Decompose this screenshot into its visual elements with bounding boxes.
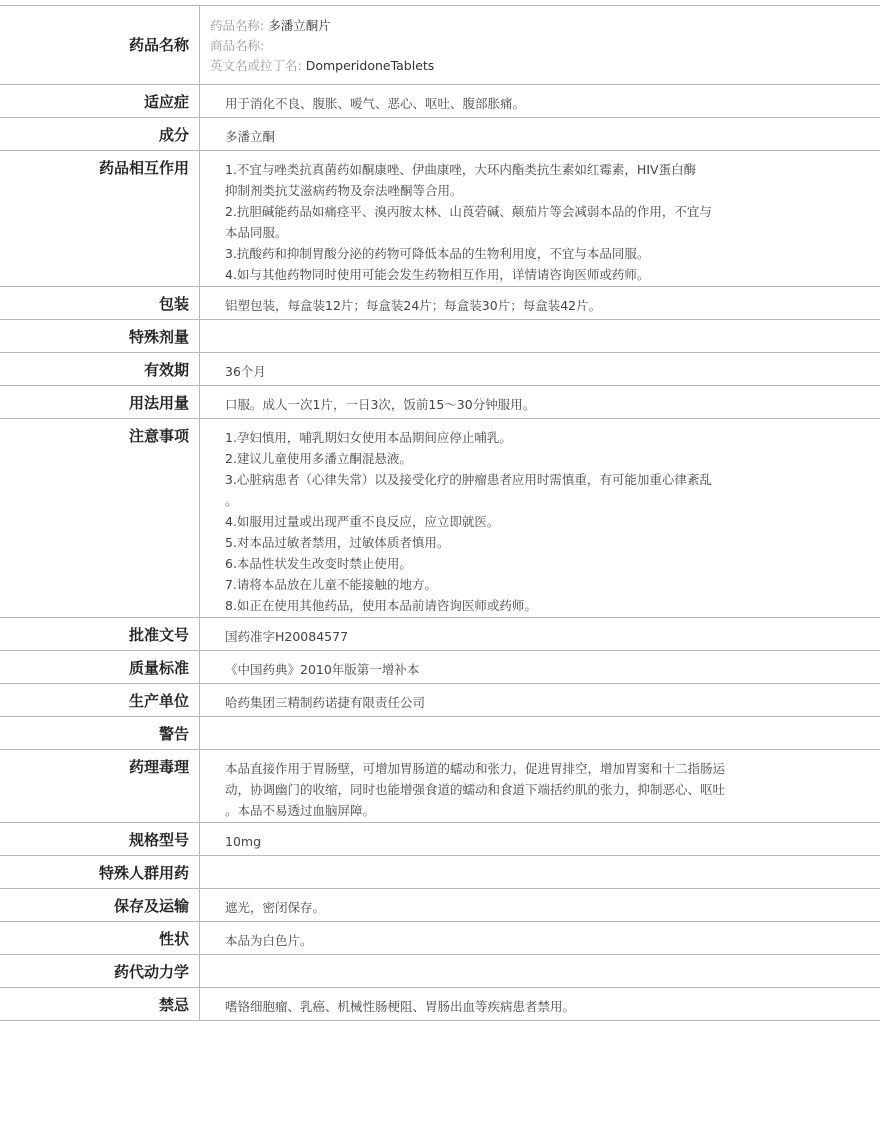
value-line: 2.建议儿童使用多潘立酮混悬液。 [225, 451, 412, 466]
row-value [200, 955, 880, 987]
value-line: 2.抗胆碱能药品如痛痉平、溴丙胺太林、山莨菪碱、颠茄片等会减弱本品的作用，不宜与 [225, 204, 712, 219]
row-label: 药品名称 [0, 6, 200, 84]
generic-name-line [210, 16, 870, 36]
value-line: 本品同服。 [225, 225, 288, 240]
row-label: 生产单位 [0, 684, 200, 716]
row-interactions [0, 151, 880, 287]
value-line: 1.不宜与唑类抗真菌药如酮康唑、伊曲康唑，大环内酯类抗生素如红霉素，HIV蛋白酶 [225, 162, 697, 177]
row-indications [0, 85, 880, 118]
row-label: 成分 [0, 118, 200, 150]
value-line: 8.如正在使用其他药品，使用本品前请咨询医师或药师。 [225, 598, 537, 613]
row-label: 特殊人群用药 [0, 856, 200, 888]
row-value [200, 651, 880, 683]
value-line: 1.孕妇慎用，哺乳期妇女使用本品期间应停止哺乳。 [225, 430, 512, 445]
row-special-dosage [0, 320, 880, 353]
value-line: 7.请将本品放在儿童不能接触的地方。 [225, 577, 437, 592]
value-line: 。 [225, 493, 238, 508]
row-value [200, 750, 880, 822]
value-line: 《中国药典》2010年版第一增补本 [225, 662, 420, 677]
row-precautions [0, 419, 880, 618]
row-label: 保存及运输 [0, 889, 200, 921]
row-approval-number [0, 618, 880, 651]
value-line: 本品直接作用于胃肠壁，可增加胃肠道的蠕动和张力，促进胃排空，增加胃窦和十二指肠运 [225, 761, 726, 776]
value-line: 本品为白色片。 [225, 933, 313, 948]
row-label: 特殊剂量 [0, 320, 200, 352]
value-line: 3.抗酸药和抑制胃酸分泌的药物可降低本品的生物利用度，不宜与本品同服。 [225, 246, 650, 261]
value-line: 口服。成人一次1片，一日3次，饭前15～30分钟服用。 [225, 397, 536, 412]
row-value [200, 922, 880, 954]
english-name-line [210, 56, 870, 76]
value-line: 用于消化不良、腹胀、嗳气、恶心、呕吐、腹部胀痛。 [225, 96, 526, 111]
value-line: 多潘立酮 [225, 129, 276, 144]
row-value [200, 988, 880, 1020]
row-ingredients [0, 118, 880, 151]
row-storage [0, 889, 880, 922]
row-value [200, 386, 880, 418]
row-label: 药品相互作用 [0, 151, 200, 286]
row-quality-standard [0, 651, 880, 684]
row-value [200, 118, 880, 150]
row-packaging [0, 287, 880, 320]
value-line: 抑制剂类抗艾滋病药物及奈法唑酮等合用。 [225, 183, 463, 198]
row-label: 规格型号 [0, 823, 200, 855]
value-line: 5.对本品过敏者禁用，过敏体质者慎用。 [225, 535, 450, 550]
row-value [200, 684, 880, 716]
generic-name-key: 药品名称: [210, 18, 265, 33]
row-pharmacology [0, 750, 880, 823]
row-product-name [0, 6, 880, 85]
row-value [200, 151, 880, 286]
row-value [200, 823, 880, 855]
value-line: 36个月 [225, 364, 266, 379]
row-specification [0, 823, 880, 856]
row-shelf-life [0, 353, 880, 386]
row-label: 性状 [0, 922, 200, 954]
row-appearance [0, 922, 880, 955]
value-line: 4.如服用过量或出现严重不良反应，应立即就医。 [225, 514, 500, 529]
value-line: 10mg [225, 834, 262, 849]
row-value [200, 287, 880, 319]
row-label: 包装 [0, 287, 200, 319]
row-label: 药代动力学 [0, 955, 200, 987]
row-label: 质量标准 [0, 651, 200, 683]
row-special-populations [0, 856, 880, 889]
generic-name-value: 多潘立酮片 [268, 18, 331, 33]
english-name-value: DomperidoneTablets [305, 58, 435, 73]
trade-name-key: 商品名称: [210, 38, 265, 53]
row-label: 警告 [0, 717, 200, 749]
row-dosage [0, 386, 880, 419]
trade-name-line [210, 36, 870, 56]
value-line: 。本品不易透过血脑屏障。 [225, 803, 376, 818]
row-value [200, 353, 880, 385]
product-names [200, 6, 880, 84]
row-label: 批准文号 [0, 618, 200, 650]
value-line: 铝塑包装，每盒装12片；每盒装24片；每盒装30片；每盒装42片。 [225, 298, 602, 313]
value-line: 动，协调幽门的收缩，同时也能增强食道的蠕动和食道下端括约肌的张力，抑制恶心、呕吐 [225, 782, 726, 797]
row-value [200, 889, 880, 921]
row-label: 用法用量 [0, 386, 200, 418]
row-value [200, 419, 880, 617]
row-label: 注意事项 [0, 419, 200, 617]
info-rows [0, 85, 880, 1021]
value-line: 国药准字H20084577 [225, 629, 349, 644]
row-value [200, 717, 880, 749]
row-value [200, 85, 880, 117]
value-line: 6.本品性状发生改变时禁止使用。 [225, 556, 412, 571]
row-contraindications [0, 988, 880, 1021]
row-value [200, 320, 880, 352]
row-label: 禁忌 [0, 988, 200, 1020]
row-manufacturer [0, 684, 880, 717]
row-value [200, 856, 880, 888]
row-value [200, 618, 880, 650]
row-label: 适应症 [0, 85, 200, 117]
row-label: 有效期 [0, 353, 200, 385]
english-name-key: 英文名或拉丁名: [210, 58, 302, 73]
value-line: 哈药集团三精制药诺捷有限责任公司 [225, 695, 426, 710]
row-pharmacokinetics [0, 955, 880, 988]
row-warning [0, 717, 880, 750]
row-label: 药理毒理 [0, 750, 200, 822]
value-line: 3.心脏病患者（心律失常）以及接受化疗的肿瘤患者应用时需慎重，有可能加重心律紊乱 [225, 472, 712, 487]
value-line: 4.如与其他药物同时使用可能会发生药物相互作用，详情请咨询医师或药师。 [225, 267, 650, 282]
value-line: 遮光，密闭保存。 [225, 900, 326, 915]
value-line: 嗜铬细胞瘤、乳癌、机械性肠梗阻、胃肠出血等疾病患者禁用。 [225, 999, 576, 1014]
